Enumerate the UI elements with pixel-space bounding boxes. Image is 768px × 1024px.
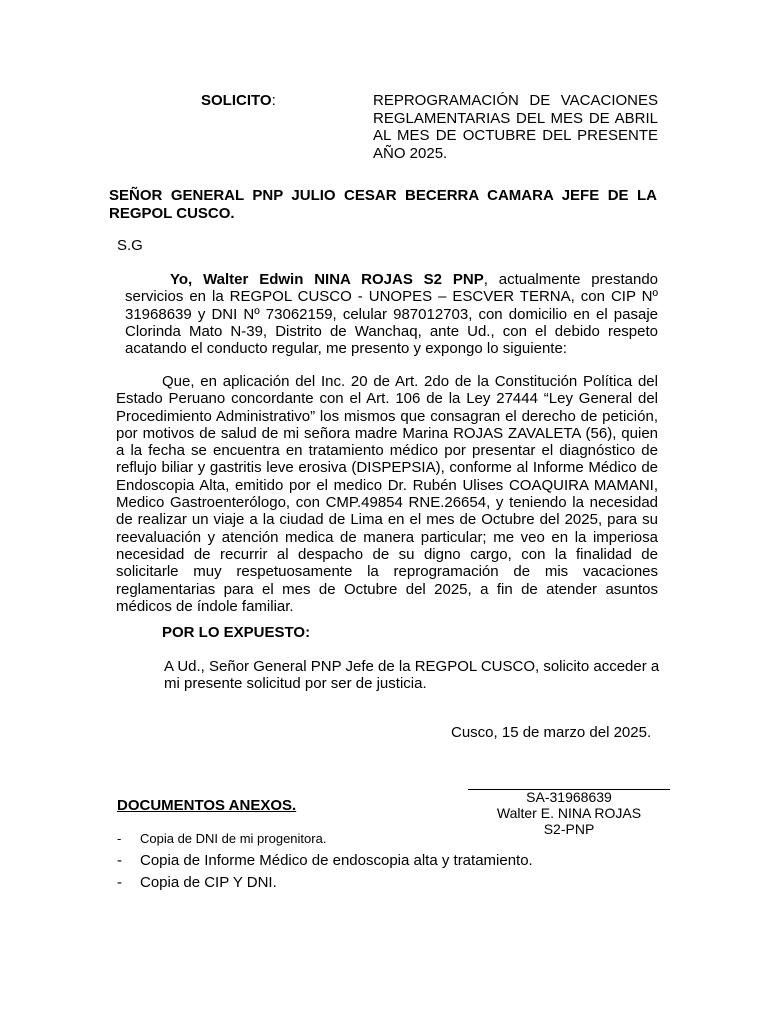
solicito-label-text: SOLICITO <box>201 92 272 109</box>
annex-item <box>117 828 677 850</box>
annex-item-text: Copia de DNI de mi progenitora. <box>140 831 327 846</box>
annexes-title: DOCUMENTOS ANEXOS. <box>117 797 297 814</box>
intro-text: , actualmente prestando servicios en la REGPOL CUSCO - UNOPES – ESCVER TERNA, con CIP Nº 31968639 y DNI Nº 73062159, celular 987012703, con domicilio en el pasaje Clorinda Mato N-39, Distrito de Wanchaq, ante Ud., con el debido respeto acatando el conducto regular, me presento y expongo lo siguiente: <box>125 271 659 358</box>
signature-code: SA-31968639 <box>526 789 612 805</box>
body-paragraph <box>116 373 658 615</box>
request-paragraph: A Ud., Señor General PNP Jefe de la REGPOL CUSCO, solicito acceder a mi presente solicitud por ser de justicia. <box>164 658 660 693</box>
solicito-label <box>201 92 276 109</box>
salutation: S.G <box>117 237 143 254</box>
annex-item-text: Copia de Informe Médico de endoscopia alta y tratamiento. <box>140 852 533 869</box>
body-indent <box>116 373 162 390</box>
body-text: Que, en aplicación del Inc. 20 de Art. 2do de la Constitución Política del Estado Peruano concordante con el Art. 106 de la Ley 27444 “Ley General del Procedimiento Administrativo” los mismos que consagran el derecho de petición, por motivos de salud de mi señora madre Marina ROJAS ZAVALETA (56), quien a la fecha se encuentra en tratamiento médico por presentar el diagnóstico de reflujo biliar y gastritis leve erosiva (DISPEPSIA), conforme al Informe Médico de Endoscopia Alta, emitido por el medico Dr. Rubén Ulises COAQUIRA MAMANI, Medico Gastroenterólogo, con CMP.49854 RNE.26654, y teniendo la necesidad de realizar un viaje a la ciudad de Lima en el mes de Octubre del 2025, para su reevaluación y atención medica de manera particular; me veo en la imperiosa necesidad de recurrir al despacho de su digno cargo, con la finalidad de solicitarle muy respetuosamente la reprogramación de mis vacaciones reglamentarias para el mes de Octubre del 2025, a fin de atender asuntos médicos de índole familiar. <box>116 373 658 615</box>
date-line: Cusco, 15 de marzo del 2025. <box>451 724 652 741</box>
annex-dash: - <box>117 874 122 891</box>
addressee: SEÑOR GENERAL PNP JULIO CESAR BECERRA CAMARA JEFE DE LA REGPOL CUSCO. <box>109 187 657 222</box>
solicito-subject: REPROGRAMACIÓN DE VACACIONES REGLAMENTARIAS DEL MES DE ABRIL AL MES DE OCTUBRE DEL PRESENTE AÑO 2025. <box>373 92 658 162</box>
annex-item <box>117 872 677 894</box>
intro-indent <box>125 271 170 288</box>
solicito-colon: : <box>271 92 276 109</box>
annex-item <box>117 850 677 872</box>
annex-item-text: Copia de CIP Y DNI. <box>140 874 277 891</box>
annex-dash: - <box>117 831 122 846</box>
por-lo-expuesto-heading: POR LO EXPUESTO: <box>162 624 311 641</box>
annexes-list <box>117 828 677 894</box>
petitioner-name: Yo, Walter Edwin NINA ROJAS S2 PNP <box>170 271 484 288</box>
intro-paragraph <box>125 271 658 357</box>
annex-dash: - <box>117 852 122 869</box>
signature-rank: S2-PNP <box>543 820 595 837</box>
signature-name: Walter E. NINA ROJAS <box>496 804 642 821</box>
